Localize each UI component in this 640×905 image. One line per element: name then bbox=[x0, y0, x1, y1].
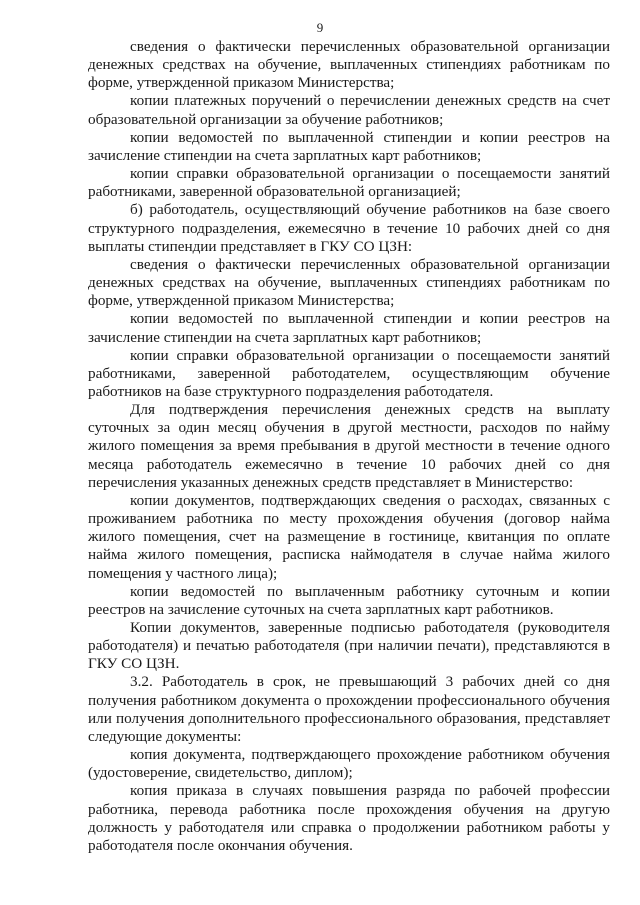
paragraph: копии справки образовательной организации о посещаемости занятий работниками, заверенной образовательной организацией; bbox=[88, 165, 610, 201]
document-body bbox=[88, 38, 610, 855]
paragraph: копии ведомостей по выплаченной стипендии и копии реестров на зачисление стипендии на счета зарплатных карт работников; bbox=[88, 310, 610, 346]
paragraph: сведения о фактически перечисленных образовательной организации денежных средствах на обучение, выплаченных стипендиях работникам по форме, утвержденной приказом Министерства; bbox=[88, 255, 610, 310]
paragraph: сведения о фактически перечисленных образовательной организации денежных средствах на обучение, выплаченных стипендиях работникам по форме, утвержденной приказом Министерства; bbox=[88, 38, 610, 92]
paragraph: копии документов, подтверждающих сведения о расходах, связанных с проживанием работника по месту прохождения обучения (договор найма жилого помещения, счет на размещение в гостинице, квитанция по оплате найма жилого помещения, расписка наймодателя в случае найма жилого помещения у частного лица); bbox=[88, 491, 610, 582]
paragraph: Для подтверждения перечисления денежных средств на выплату суточных за один месяц обучения в другой местности, расходов по найму жилого помещения за время пребывания в другой местности в течение одного месяца работодатель ежемесячно в течение 10 рабочих дней со дня перечисления указанных денежных средств представляет в Министерство: bbox=[88, 401, 610, 491]
paragraph: копии ведомостей по выплаченной стипендии и копии реестров на зачисление стипендии на счета зарплатных карт работников; bbox=[88, 128, 610, 164]
page-number: 9 bbox=[316, 20, 324, 35]
paragraph: б) работодатель, осуществляющий обучение работников на базе своего структурного подразделения, ежемесячно в течение 10 рабочих дней со дня выплаты стипендии представляет в ГКУ СО ЦЗН: bbox=[88, 201, 610, 255]
paragraph: копии ведомостей по выплаченным работнику суточным и копии реестров на зачисление суточных на счета зарплатных карт работников. bbox=[88, 582, 610, 618]
paragraph: копия документа, подтверждающего прохождение работником обучения (удостоверение, свидетельство, диплом); bbox=[88, 746, 610, 782]
paragraph: копия приказа в случаях повышения разряда по рабочей профессии работника, перевода работника после прохождения обучения на другую должность у работодателя или справка о продолжении работником работы у работодателя после окончания обучения. bbox=[88, 782, 610, 854]
paragraph: копии платежных поручений о перечислении денежных средств на счет образовательной организации за обучение работников; bbox=[88, 92, 610, 128]
paragraph: копии справки образовательной организации о посещаемости занятий работниками, заверенной работодателем, осуществляющим обучение работников на базе структурного подразделения работодателя. bbox=[88, 346, 610, 400]
paragraph: 3.2. Работодатель в срок, не превышающий 3 рабочих дней со дня получения работником документа о прохождении профессионального обучения или получения дополнительного профессионального образования, представляет следующие документы: bbox=[88, 673, 610, 745]
paragraph: Копии документов, заверенные подписью работодателя (руководителя работодателя) и печатью работодателя (при наличии печати), представляются в ГКУ СО ЦЗН. bbox=[88, 619, 610, 673]
